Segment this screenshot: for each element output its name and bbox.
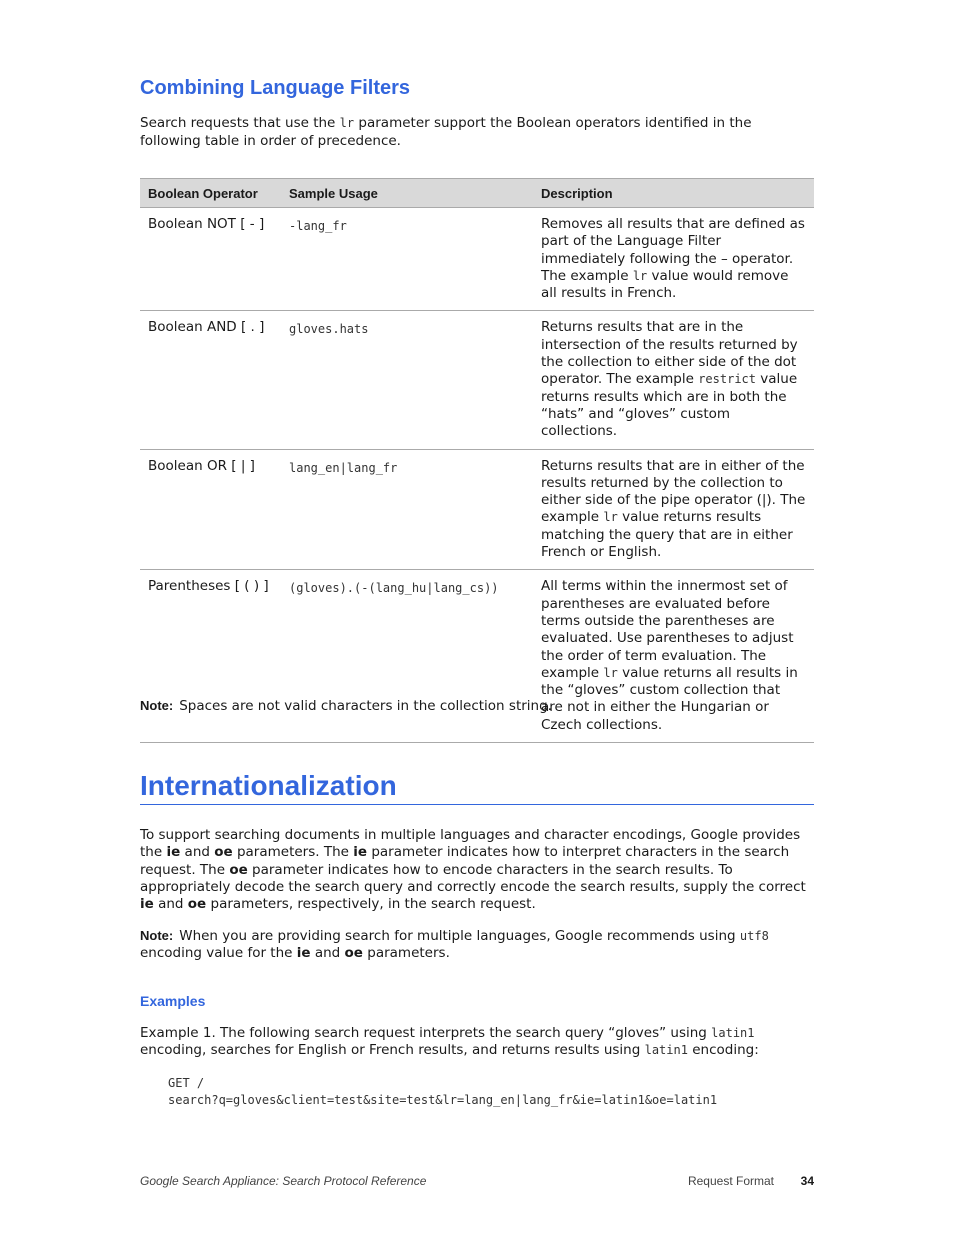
boolean-operators-table — [140, 178, 814, 743]
table-row — [140, 449, 814, 570]
footer-section: Request Format — [687, 1174, 774, 1188]
usage-code: gloves.hats — [289, 322, 369, 337]
text-run: parameter indicates how to interpret characters in the search request. The — [140, 844, 790, 878]
table-row — [140, 208, 814, 311]
param-oe: oe — [187, 896, 207, 913]
description-cell — [533, 311, 814, 449]
header-usage: Sample Usage — [281, 179, 533, 208]
description-text-1: Returns results that are in either of the results returned by the collection to either side of the pipe operator (|). The example — [541, 457, 806, 526]
note-text: Spaces are not valid characters in the collection string. — [179, 698, 552, 714]
param-oe: oe — [214, 844, 233, 861]
table-row — [140, 570, 814, 743]
text-run: encoding value for the — [140, 945, 297, 962]
description-text-2: value would remove all results in French. — [541, 267, 789, 302]
table-row — [140, 311, 814, 449]
note-label: Note: — [140, 928, 174, 943]
note-label: Note: — [140, 698, 174, 713]
description-text-2: value returns all results in the “gloves” custom collection that are not in either the Hungarian or Czech collections. — [541, 664, 798, 733]
description-text-1: All terms within the innermost set of parentheses are evaluated before terms outside the parentheses are evaluated. Use parentheses to adjust the order of term evaluation. The example — [541, 578, 794, 681]
operator-cell: Boolean NOT [ - ] — [140, 208, 281, 311]
operator-cell: Boolean AND [ . ] — [140, 311, 281, 449]
description-text-2: value returns results matching the query that are in either French or English. — [541, 509, 793, 561]
examples-heading: Examples — [140, 993, 206, 1009]
text-run: and — [153, 896, 188, 913]
intro-text-2: parameter support the Boolean operators identified in the following table in order of precedence. — [140, 115, 752, 149]
text-run: When you are providing search for multiple languages, Google recommends using — [179, 928, 740, 944]
text-run: parameters, respectively, in the search request. — [206, 896, 536, 913]
param-ie: ie — [140, 896, 154, 913]
collection-note — [140, 698, 552, 714]
description-code: lr — [632, 268, 648, 283]
usage-code: (gloves).(-(lang_hu|lang_cs)) — [289, 581, 499, 596]
code-line: GET / — [168, 1076, 205, 1090]
text-run: parameters. The — [232, 844, 354, 861]
text-run: Example 1. The following search request interprets the search query “gloves” using — [140, 1025, 712, 1041]
i18n-paragraph — [140, 827, 814, 913]
footer-doc-title: Google Search Appliance: Search Protocol Reference — [140, 1174, 427, 1188]
description-code: lr — [603, 510, 618, 525]
text-run: parameter indicates how to encode characters in the search results. To appropriately decode the search query and correctly encode the search results, supply the correct — [140, 861, 806, 895]
text-run: and — [180, 844, 215, 861]
param-oe: oe — [229, 861, 248, 878]
operator-cell: Boolean OR [ | ] — [140, 449, 281, 570]
description-cell — [533, 449, 814, 570]
text-run: encoding, searches for English or French results, and returns results using — [140, 1042, 645, 1059]
usage-cell — [281, 208, 533, 311]
header-operator: Boolean Operator — [140, 179, 281, 208]
param-oe: oe — [344, 945, 363, 962]
operator-cell: Parentheses [ ( ) ] — [140, 570, 281, 743]
chapter-heading: Internationalization — [140, 770, 814, 805]
utf8-note — [140, 927, 814, 963]
param-ie: ie — [166, 844, 181, 861]
usage-code: lang_en|lang_fr — [289, 460, 398, 475]
page-number: 34 — [800, 1174, 814, 1188]
encoding-code: latin1 — [711, 1026, 755, 1040]
intro-paragraph — [140, 115, 814, 150]
code-example — [168, 1075, 717, 1110]
description-text-2: value returns results which are in both the “hats” and “gloves” custom collections. — [541, 371, 798, 440]
usage-code: -lang_fr — [289, 219, 347, 233]
encoding-code: utf8 — [739, 929, 769, 943]
code-line: search?q=gloves&client=test&site=test&lr=lang_en|lang_fr&ie=latin1&oe=latin1 — [168, 1093, 718, 1108]
usage-cell — [281, 570, 533, 743]
header-description: Description — [533, 179, 814, 208]
usage-cell — [281, 311, 533, 449]
section-heading: Combining Language Filters — [140, 77, 411, 99]
param-ie: ie — [353, 844, 368, 861]
description-code: restrict — [698, 372, 756, 387]
text-run: parameters. — [362, 945, 450, 962]
encoding-code: latin1 — [644, 1043, 688, 1058]
text-run: To support searching documents in multiple languages and character encodings, Google provides the — [140, 827, 801, 861]
intro-code: lr — [339, 116, 355, 130]
usage-cell — [281, 449, 533, 570]
description-cell — [533, 208, 814, 311]
param-ie: ie — [296, 945, 311, 962]
text-run: and — [310, 945, 345, 962]
description-text-1: Returns results that are in the intersection of the results returned by the collection to either side of the dot operator. The example — [541, 319, 798, 388]
text-run: encoding: — [687, 1042, 759, 1059]
description-text-1: Removes all results that are defined as part of the Language Filter immediately following the – operator. The example — [541, 216, 805, 284]
intro-text-1: Search requests that use the — [140, 115, 340, 131]
example-paragraph — [140, 1025, 814, 1060]
table-header-row — [140, 179, 814, 208]
description-cell — [533, 570, 814, 743]
description-code: lr — [603, 665, 618, 680]
